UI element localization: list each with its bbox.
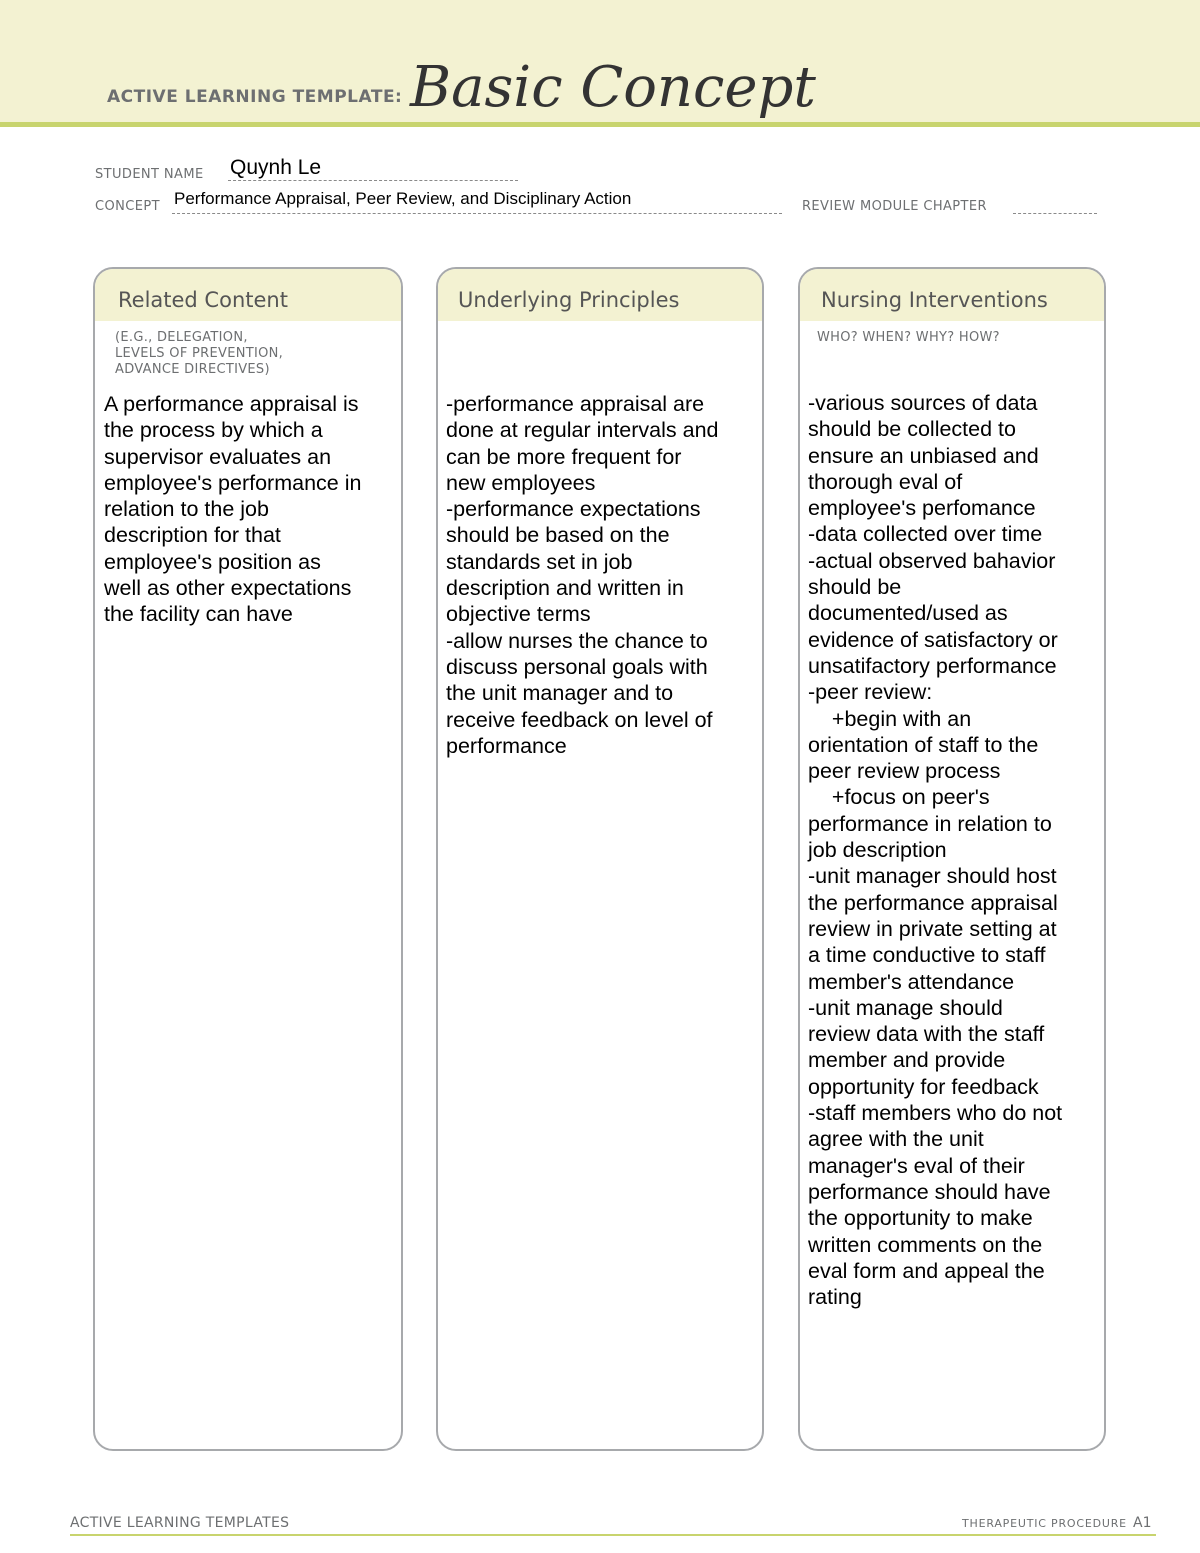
student-name-value[interactable]: Quynh Le	[230, 156, 322, 179]
nursing-interventions-header	[800, 269, 1104, 321]
related-content-title: Related Content	[118, 288, 288, 312]
concept-line	[172, 213, 782, 214]
underlying-principles-title: Underlying Principles	[458, 288, 680, 312]
related-content-box	[93, 267, 403, 1451]
underlying-principles-box	[436, 267, 764, 1451]
concept-value[interactable]: Performance Appraisal, Peer Review, and Disciplinary Action	[174, 189, 632, 208]
related-content-subtitle: (E.G., DELEGATION, LEVELS OF PREVENTION, ADVANCE DIRECTIVES)	[115, 330, 284, 377]
header-rule	[0, 122, 1200, 127]
template-title: Basic Concept	[410, 55, 816, 120]
footer-right-label: THERAPEUTIC PROCEDURE	[962, 1517, 1127, 1530]
nursing-interventions-subtitle: WHO? WHEN? WHY? HOW?	[817, 330, 1000, 345]
underlying-principles-body[interactable]: -performance appraisal are done at regular intervals and can be more frequent for new employees -performance expectations should be based on the standards set in job description and written in objective terms -allow nurses the chance to discuss personal goals with the unit manager and to receive feedback on level of performance	[446, 392, 719, 758]
nursing-interventions-box	[798, 267, 1106, 1451]
related-content-header	[95, 269, 401, 321]
concept-label: CONCEPT	[95, 199, 160, 214]
underlying-principles-header	[438, 269, 762, 321]
related-content-body[interactable]: A performance appraisal is the process by which a supervisor evaluates an employee's performance in relation to the job description for that employee's position as well as other expectations the facility can have	[104, 392, 362, 627]
nursing-interventions-title: Nursing Interventions	[821, 288, 1048, 312]
template-label: ACTIVE LEARNING TEMPLATE:	[107, 87, 403, 107]
footer-rule	[70, 1534, 1156, 1536]
student-name-label: STUDENT NAME	[95, 167, 204, 182]
review-module-line	[1013, 213, 1097, 214]
footer-left-label: ACTIVE LEARNING TEMPLATES	[70, 1515, 290, 1531]
student-name-line	[228, 180, 518, 181]
nursing-interventions-body[interactable]: -various sources of data should be collected to ensure an unbiased and thorough eval of employee's perfomance -data collected over time -actual observed bahavior should be documented/used as evidence of satisfactory or unsatifactory performance -peer review: +begin with an orientation of staff to the peer review process +focus on peer's performance in relation to job description -unit manager should host the performance appraisal review in private setting at a time conductive to staff member's attendance -unit manage should review data with the staff member and provide opportunity for feedback -staff members who do not agree with the unit manager's eval of their performance should have the opportunity to make written comments on the eval form and appeal the rating	[808, 391, 1063, 1310]
review-module-label: REVIEW MODULE CHAPTER	[802, 199, 987, 214]
footer-page-number: A1	[1133, 1515, 1152, 1531]
